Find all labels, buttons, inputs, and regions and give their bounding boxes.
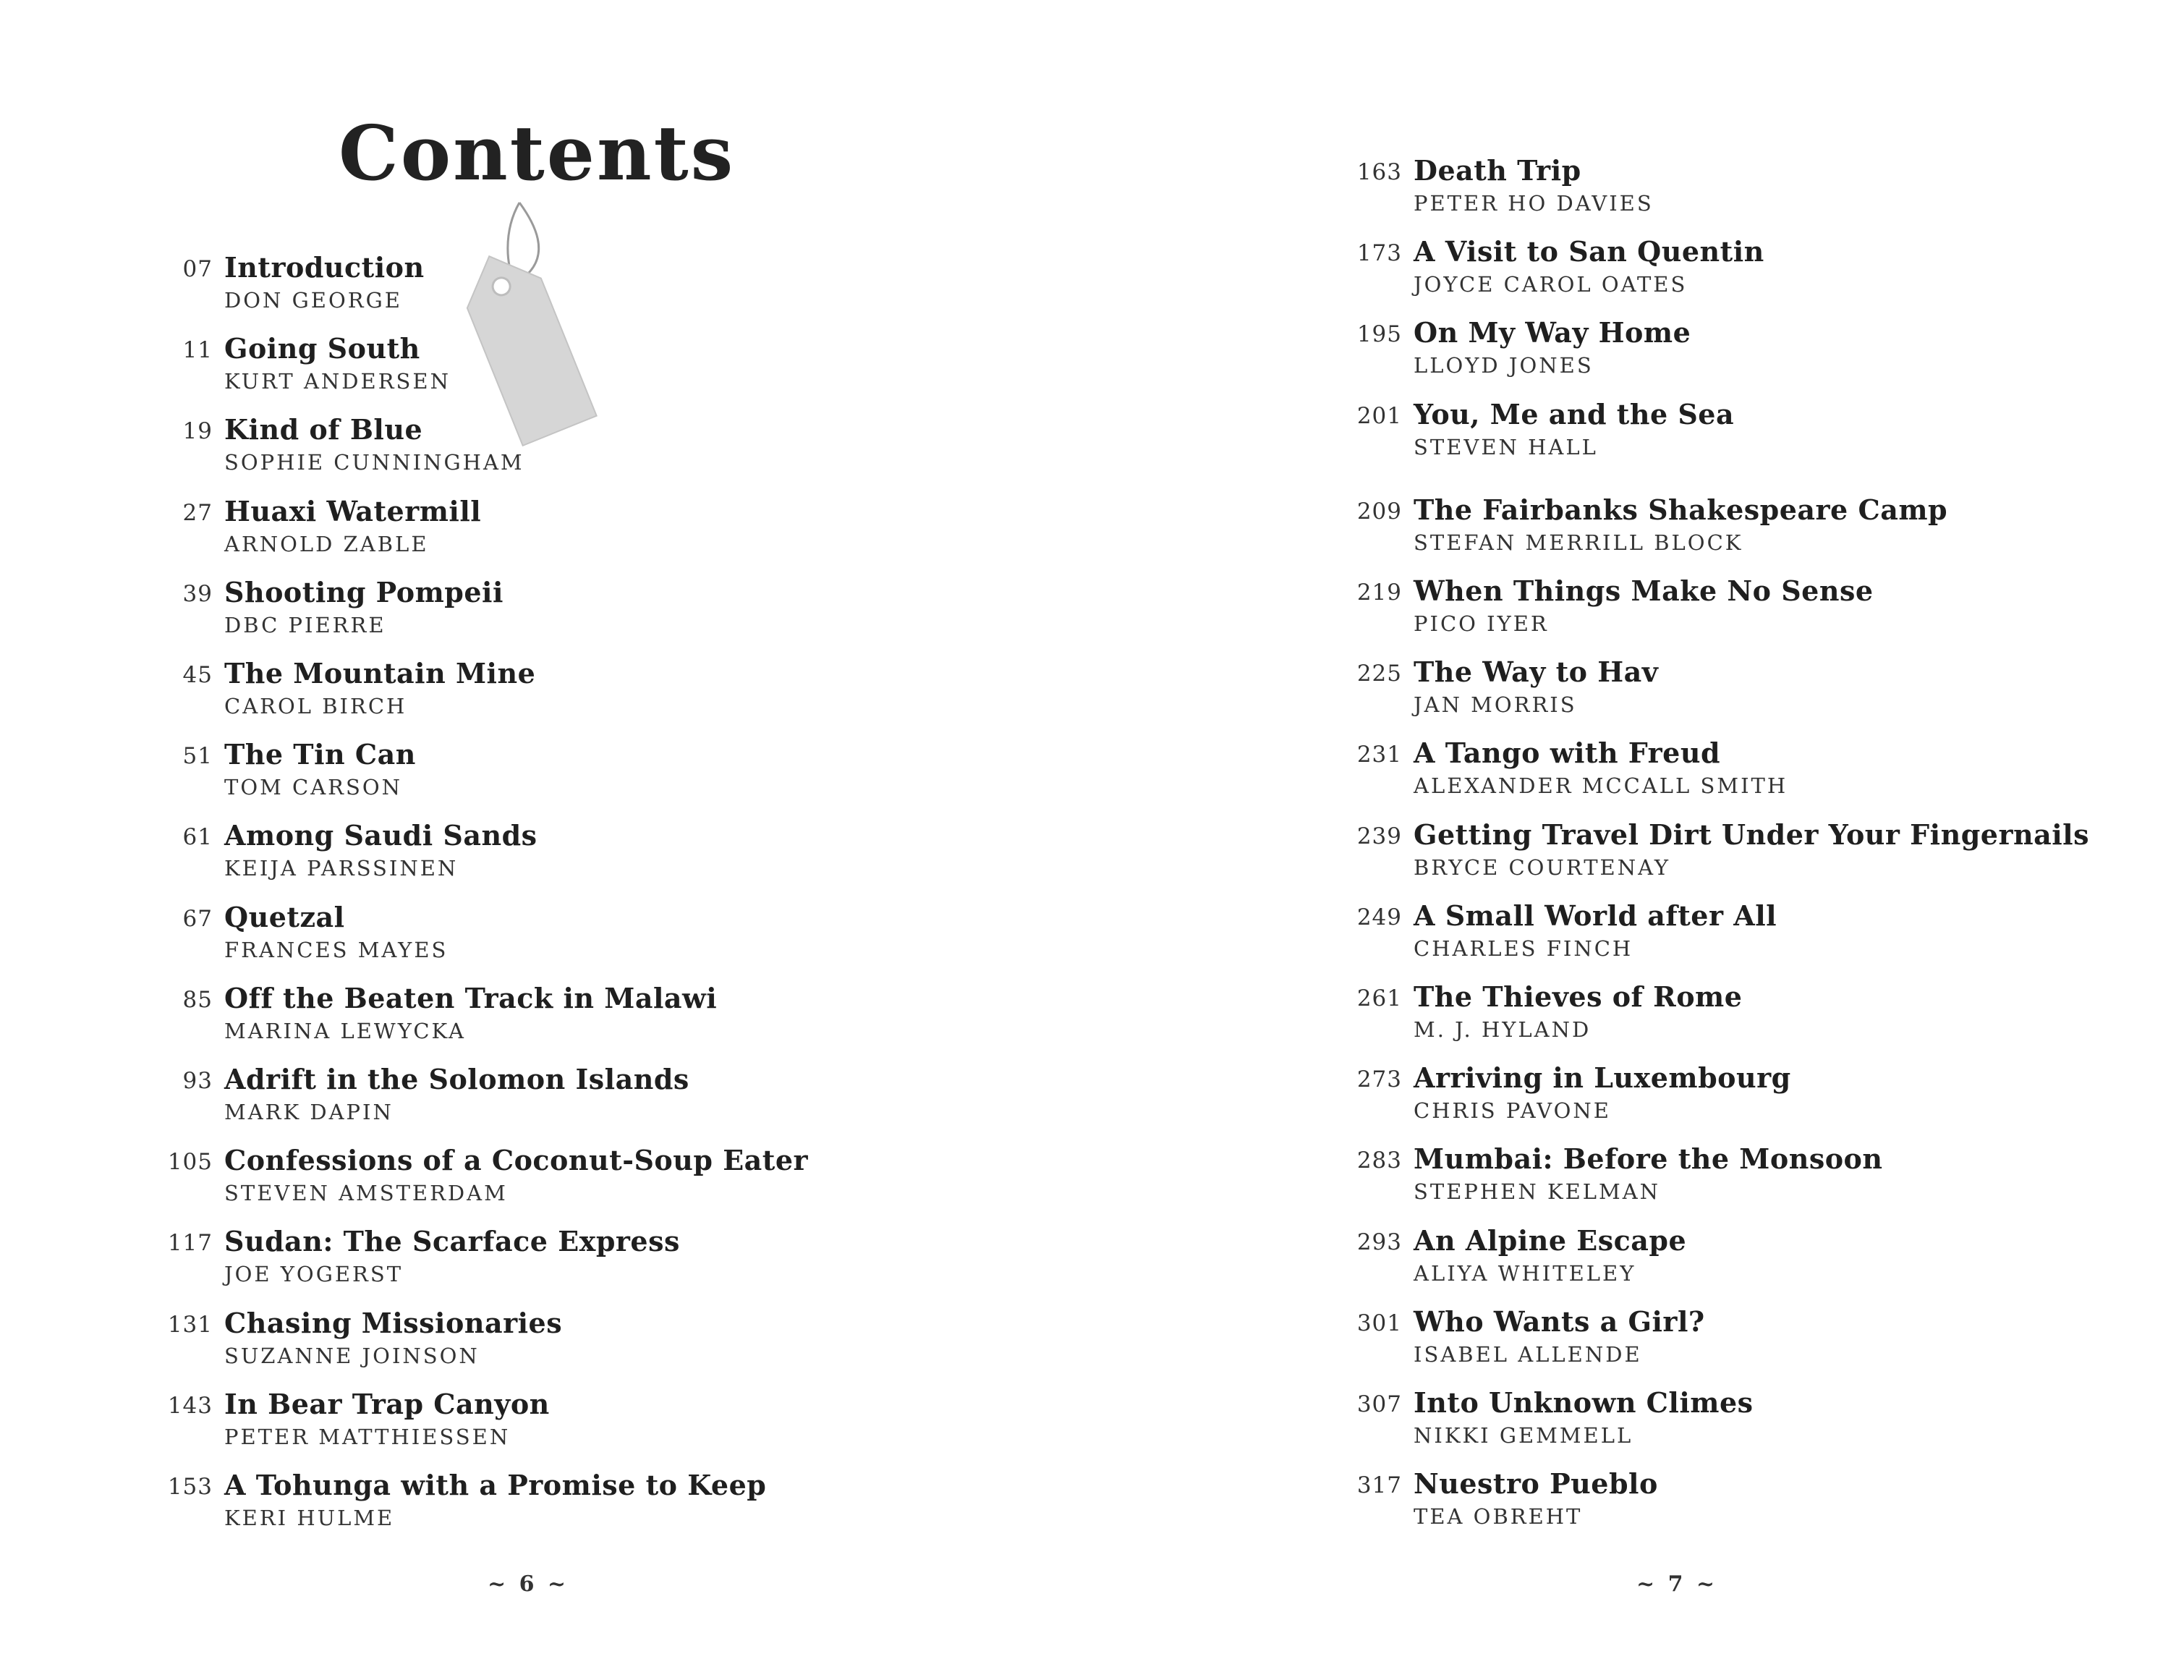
toc-author: ALEXANDER MCCALL SMITH bbox=[1414, 773, 1788, 799]
toc-page-number: 283 bbox=[1356, 1147, 1402, 1174]
toc-page-number: 11 bbox=[182, 337, 213, 364]
toc-page-number: 61 bbox=[182, 824, 213, 851]
toc-author: ARNOLD ZABLE bbox=[224, 531, 429, 556]
toc-title: A Small World after All bbox=[1414, 899, 1777, 932]
toc-title: Adrift in the Solomon Islands bbox=[224, 1063, 689, 1095]
toc-author: JAN MORRIS bbox=[1414, 692, 1577, 718]
toc-title: A Tango with Freud bbox=[1414, 737, 1721, 770]
toc-title: The Mountain Mine bbox=[224, 657, 536, 690]
toc-author: ISABEL ALLENDE bbox=[1414, 1341, 1642, 1367]
toc-title: On My Way Home bbox=[1414, 316, 1691, 349]
toc-author: PICO IYER bbox=[1414, 611, 1549, 636]
toc-author: STEVEN HALL bbox=[1414, 434, 1598, 459]
toc-title: The Thieves of Rome bbox=[1414, 980, 1743, 1013]
toc-author: KURT ANDERSEN bbox=[224, 369, 451, 394]
toc-page-number: 317 bbox=[1356, 1472, 1402, 1499]
toc-title: Into Unknown Climes bbox=[1414, 1386, 1754, 1419]
toc-title: Shooting Pompeii bbox=[224, 575, 503, 608]
toc-author: M. J. HYLAND bbox=[1414, 1017, 1592, 1042]
luggage-tag-icon bbox=[434, 174, 680, 449]
toc-page-number: 93 bbox=[182, 1068, 213, 1094]
toc-title: Quetzal bbox=[224, 900, 345, 933]
toc-page-number: 153 bbox=[167, 1474, 213, 1500]
toc-author: DON GEORGE bbox=[224, 288, 402, 313]
toc-title: Who Wants a Girl? bbox=[1414, 1304, 1705, 1338]
toc-title: Mumbai: Before the Monsoon bbox=[1414, 1142, 1883, 1176]
toc-title: Arriving in Luxembourg bbox=[1414, 1061, 1791, 1095]
toc-author: KERI HULME bbox=[224, 1506, 395, 1530]
toc-author: CAROL BIRCH bbox=[224, 694, 407, 718]
toc-author: LLOYD JONES bbox=[1414, 353, 1594, 378]
toc-title: Nuestro Pueblo bbox=[1414, 1467, 1658, 1501]
toc-author: SOPHIE CUNNINGHAM bbox=[224, 450, 524, 475]
toc-page-number: 19 bbox=[182, 418, 213, 445]
toc-title: In Bear Trap Canyon bbox=[224, 1387, 550, 1420]
toc-title: Going South bbox=[224, 332, 420, 365]
toc-page-number: 307 bbox=[1356, 1391, 1402, 1417]
toc-title: Kind of Blue bbox=[224, 413, 423, 446]
toc-page-number: 225 bbox=[1356, 661, 1402, 687]
toc-author: STEFAN MERRILL BLOCK bbox=[1414, 530, 1743, 555]
toc-page-number: 105 bbox=[167, 1149, 213, 1176]
toc-title: A Tohunga with a Promise to Keep bbox=[224, 1469, 767, 1501]
toc-title: The Fairbanks Shakespeare Camp bbox=[1414, 493, 1948, 526]
toc-title: Death Trip bbox=[1414, 154, 1581, 187]
toc-author: JOE YOGERST bbox=[224, 1262, 404, 1287]
toc-author: MARK DAPIN bbox=[224, 1100, 394, 1124]
toc-author: STEPHEN KELMAN bbox=[1414, 1179, 1661, 1205]
toc-author: PETER MATTHIESSEN bbox=[224, 1424, 511, 1449]
toc-author: ALIYA WHITELEY bbox=[1414, 1260, 1636, 1286]
toc-page-number: 51 bbox=[182, 743, 213, 770]
toc-author: DBC PIERRE bbox=[224, 612, 386, 637]
toc-author: CHRIS PAVONE bbox=[1414, 1098, 1611, 1124]
toc-title: The Way to Hav bbox=[1414, 656, 1659, 689]
toc-page-number: 293 bbox=[1356, 1229, 1402, 1255]
toc-page-number: 261 bbox=[1356, 985, 1402, 1011]
toc-title: Sudan: The Scarface Express bbox=[224, 1225, 680, 1258]
toc-author: TOM CARSON bbox=[224, 775, 403, 800]
toc-title: An Alpine Escape bbox=[1414, 1223, 1687, 1257]
toc-title: When Things Make No Sense bbox=[1414, 574, 1874, 607]
toc-page-number: 173 bbox=[1356, 240, 1402, 267]
toc-page-number: 239 bbox=[1356, 823, 1402, 849]
toc-author: TEA OBREHT bbox=[1414, 1504, 1583, 1530]
toc-author: PETER HO DAVIES bbox=[1414, 191, 1654, 216]
toc-title: Huaxi Watermill bbox=[224, 494, 482, 527]
toc-page-number: 201 bbox=[1356, 402, 1402, 429]
toc-page-number: 301 bbox=[1356, 1310, 1402, 1336]
toc-page-number: 209 bbox=[1356, 498, 1402, 525]
toc-page-number: 67 bbox=[182, 905, 213, 932]
toc-author: MARINA LEWYCKA bbox=[224, 1018, 466, 1043]
toc-page-number: 143 bbox=[167, 1392, 213, 1419]
toc-page-number: 273 bbox=[1356, 1066, 1402, 1093]
toc-author: BRYCE COURTENAY bbox=[1414, 854, 1670, 880]
toc-page-number: 249 bbox=[1356, 904, 1402, 930]
toc-author: STEVEN AMSTERDAM bbox=[224, 1181, 508, 1206]
toc-title: A Visit to San Quentin bbox=[1414, 235, 1764, 268]
toc-title: You, Me and the Sea bbox=[1414, 397, 1735, 430]
toc-author: FRANCES MAYES bbox=[224, 937, 449, 962]
toc-title: The Tin Can bbox=[224, 738, 416, 771]
toc-title: Chasing Missionaries bbox=[224, 1306, 563, 1339]
toc-page-number: 163 bbox=[1356, 159, 1402, 185]
toc-author: JOYCE CAROL OATES bbox=[1414, 272, 1688, 297]
toc-author: SUZANNE JOINSON bbox=[224, 1343, 480, 1368]
toc-title: Off the Beaten Track in Malawi bbox=[224, 981, 718, 1014]
toc-page-number: 231 bbox=[1356, 742, 1402, 768]
toc-page-number: 117 bbox=[167, 1230, 213, 1257]
toc-author: KEIJA PARSSINEN bbox=[224, 856, 459, 881]
toc-page-number: 39 bbox=[182, 580, 213, 607]
toc-title: Introduction bbox=[224, 251, 425, 284]
toc-page-number: 195 bbox=[1356, 321, 1402, 348]
page-number: ~ 6 ~ bbox=[488, 1571, 569, 1597]
page-number: ~ 7 ~ bbox=[1636, 1571, 1718, 1597]
toc-title: Among Saudi Sands bbox=[224, 819, 537, 852]
toc-title: Confessions of a Coconut-Soup Eater bbox=[224, 1144, 809, 1177]
toc-page-number: 45 bbox=[182, 662, 213, 688]
toc-page-number: 07 bbox=[182, 256, 213, 282]
toc-page-number: 219 bbox=[1356, 580, 1402, 606]
page-title: Contents bbox=[339, 109, 736, 198]
toc-author: CHARLES FINCH bbox=[1414, 936, 1633, 961]
toc-title: Getting Travel Dirt Under Your Fingernails bbox=[1414, 818, 2090, 851]
toc-page-number: 27 bbox=[182, 499, 213, 526]
toc-author: NIKKI GEMMELL bbox=[1414, 1423, 1633, 1448]
toc-page-number: 85 bbox=[182, 986, 213, 1013]
toc-page-number: 131 bbox=[167, 1311, 213, 1338]
